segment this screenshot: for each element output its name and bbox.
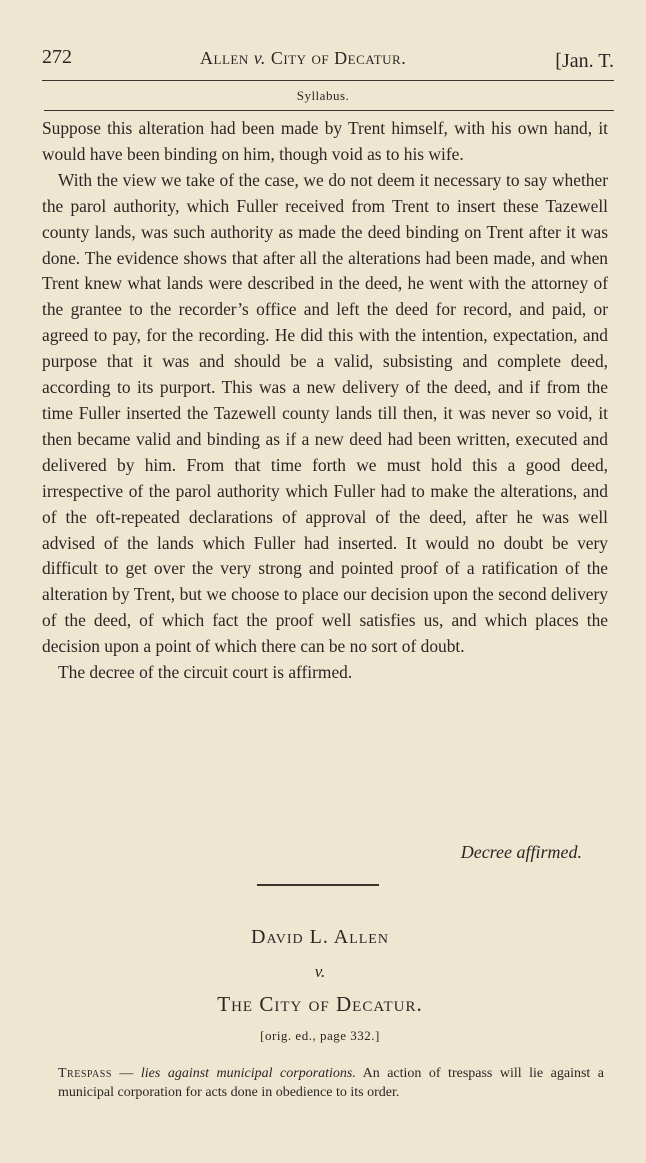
running-title-party-one: Allen: [200, 48, 254, 68]
running-title-party-two: City of Decatur.: [265, 48, 407, 68]
paragraph-2: With the view we take of the case, we do not deem it necessary to say whether the parol authority, which Fuller received from Trent to insert these Tazewell county lands, was such authority as made the deed binding on Trent after it was done. The evidence shows that after all the alterations had been made, and when Trent knew what lands were described in the deed, he went with the attorney of the grantee to the recorder’s office and left the deed for record, and paid, or agreed to pay, for the recording. He did this with the intention, expectation, and purpose that it was and should be a valid, subsisting and complete deed, according to its purport. This was a new delivery of the deed, and if from the time Fuller inserted the Tazewell county lands till then, it was never so void, it then became valid and binding as if a new deed had been written, executed and delivered by him. From that time forth we must hold this a good deed, irrespective of the parol authority which Fuller had to make the alterations, and of the oft-repeated declarations of approval of the deed, after he was well advised of the lands which Fuller had inserted. It would no doubt be very difficult to get over the very strong and pointed proof of a ratification of the alteration by Trent, but we choose to place our decision upon the second delivery of the deed, of which fact the proof well satisfies us, and which places the decision upon a point of which there can be no sort of doubt.: [42, 169, 608, 657]
paragraph-1: Suppose this alteration had been made by Trent himself, with his own hand, it would have been binding on him, though void as to his wife.: [42, 118, 608, 164]
running-header: [42, 46, 614, 78]
versus: v.: [314, 962, 326, 981]
opinion-text: [42, 116, 608, 686]
running-title-versus: v.: [253, 48, 266, 68]
headnote: [58, 1064, 604, 1102]
section-rule: [44, 110, 614, 111]
party-one: David L. Allen: [251, 926, 389, 948]
term-label: [Jan. T.: [555, 50, 614, 72]
section-label: Syllabus.: [296, 88, 350, 103]
header-rule: [42, 80, 614, 81]
original-edition-page: [orig. ed., page 332.]: [260, 1028, 380, 1043]
page-number: 272: [42, 46, 72, 68]
headnote-dash: —: [111, 1066, 141, 1081]
paragraph-3: The decree of the circuit court is affirmed.: [58, 662, 353, 683]
headnote-rest: An action of trespass will lie against a municipal corporation for acts done in obedience to its order.: [58, 1066, 604, 1100]
party-two: The City of Decatur.: [217, 992, 423, 1016]
headnote-lead: Trespass: [58, 1066, 112, 1081]
case-divider: [257, 884, 379, 886]
decree-affirmed: Decree affirmed.: [460, 842, 582, 862]
running-title: [200, 48, 406, 69]
headnote-italic: lies against municipal corporations.: [140, 1066, 356, 1081]
